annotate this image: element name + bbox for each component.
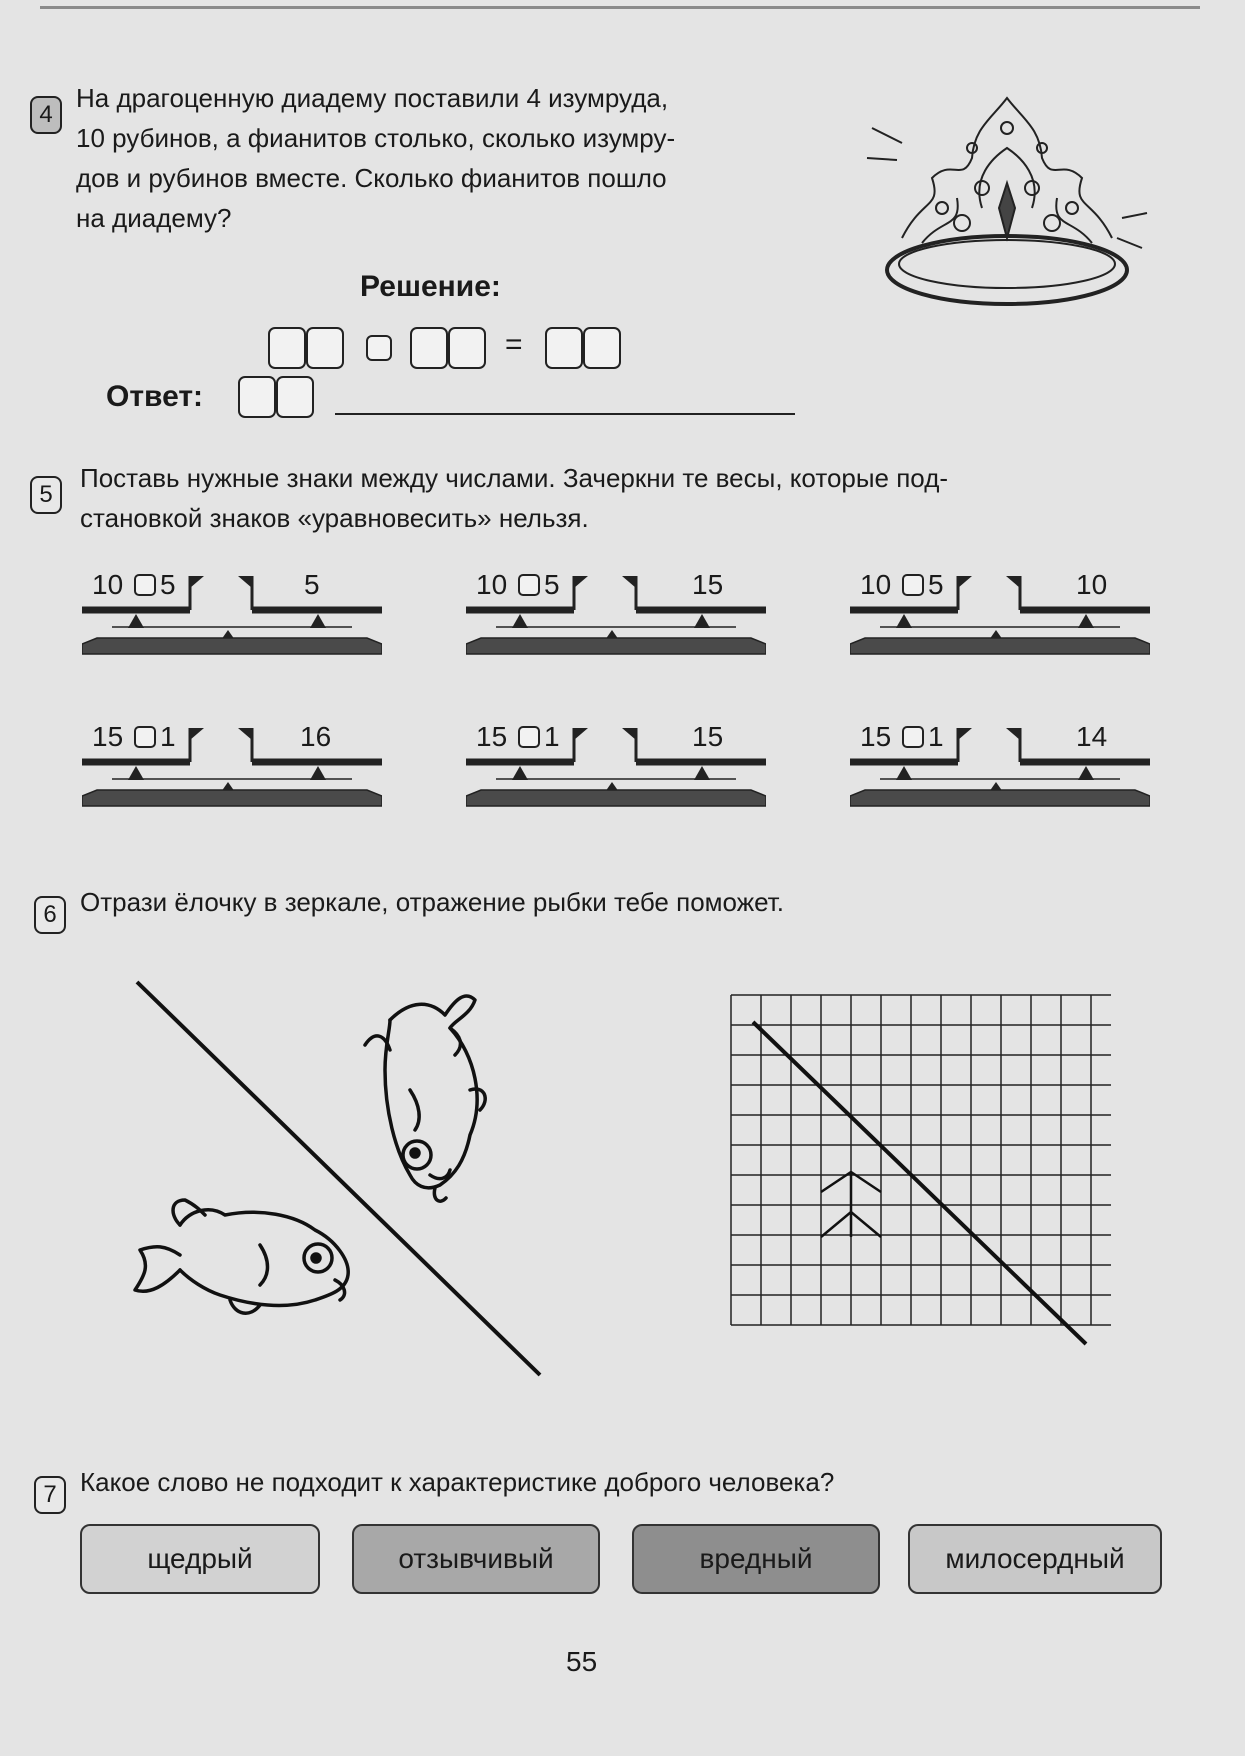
- scale-left-number-a: 15: [860, 721, 892, 752]
- balance-scale[interactable]: [82, 568, 382, 678]
- task-7-number: 7: [34, 1476, 66, 1514]
- balance-scale[interactable]: [850, 720, 1150, 830]
- task-7-text: Какое слово не подходит к характеристике доброго человека?: [80, 1467, 835, 1497]
- balance-scale[interactable]: [82, 720, 382, 830]
- digit-box[interactable]: [306, 327, 344, 369]
- balance-scale[interactable]: [850, 568, 1150, 678]
- sign-box[interactable]: [134, 574, 156, 596]
- scale-left-number-a: 15: [476, 721, 508, 752]
- top-edge-line: [40, 6, 1200, 9]
- sign-box[interactable]: [134, 726, 156, 748]
- task-5-text: [80, 458, 948, 538]
- solution-label: Решение:: [360, 270, 501, 303]
- task-6-text: Отрази ёлочку в зеркале, отражение рыбки тебе поможет.: [80, 887, 784, 917]
- scale-right-number: 5: [304, 569, 320, 600]
- fish-mirror-illustration: [110, 960, 570, 1390]
- scale-left-number-b: 1: [928, 721, 944, 752]
- task-6-number: 6: [34, 896, 66, 934]
- equals-sign: =: [505, 328, 523, 361]
- operation-box[interactable]: [366, 335, 392, 361]
- task-5-line-2: становкой знаков «уравновесить» нельзя.: [80, 503, 589, 533]
- diadem-illustration: [862, 88, 1152, 320]
- scale-left-number-b: 5: [544, 569, 560, 600]
- task-4-line-1: На драгоценную диадему поставили 4 изумруда,: [76, 83, 669, 113]
- scale-right-number: 10: [1076, 569, 1108, 600]
- scale-left-number-b: 5: [928, 569, 944, 600]
- word-option-generous[interactable]: щедрый: [80, 1524, 320, 1594]
- scale-right-number: 16: [300, 721, 332, 752]
- word-option-harmful[interactable]: вредный: [632, 1524, 880, 1594]
- task-4-line-2: 10 рубинов, а фианитов столько, сколько изумру-: [76, 123, 676, 153]
- scale-left-number-a: 15: [92, 721, 124, 752]
- scale-right-number: 14: [1076, 721, 1108, 752]
- word-option-responsive[interactable]: отзывчивый: [352, 1524, 600, 1594]
- task-4-line-4: на диадему?: [76, 203, 232, 233]
- balance-scale[interactable]: [466, 568, 766, 678]
- scale-left-number-b: 1: [544, 721, 560, 752]
- scale-right-number: 15: [692, 569, 724, 600]
- digit-box[interactable]: [410, 327, 448, 369]
- task-4-text: [76, 78, 675, 238]
- task-5-line-1: Поставь нужные знаки между числами. Зачеркни те весы, которые под-: [80, 463, 949, 493]
- answer-digit-box[interactable]: [238, 376, 276, 418]
- mirror-grid[interactable]: [728, 992, 1114, 1350]
- sign-box[interactable]: [518, 726, 540, 748]
- task-4-number: 4: [30, 96, 62, 134]
- digit-box[interactable]: [268, 327, 306, 369]
- answer-digit-box[interactable]: [276, 376, 314, 418]
- sign-box[interactable]: [902, 574, 924, 596]
- scale-right-number: 15: [692, 721, 724, 752]
- scale-left-number-a: 10: [476, 569, 508, 600]
- digit-box[interactable]: [545, 327, 583, 369]
- scale-left-number-a: 10: [860, 569, 892, 600]
- scale-left-number-b: 5: [160, 569, 176, 600]
- word-option-merciful[interactable]: милосердный: [908, 1524, 1162, 1594]
- digit-box[interactable]: [583, 327, 621, 369]
- digit-box[interactable]: [448, 327, 486, 369]
- balance-scale[interactable]: [466, 720, 766, 830]
- answer-line[interactable]: [335, 413, 795, 415]
- task-5-number: 5: [30, 476, 62, 514]
- sign-box[interactable]: [902, 726, 924, 748]
- page-number: 55: [566, 1646, 598, 1677]
- task-4-line-3: дов и рубинов вместе. Сколько фианитов пошло: [76, 163, 667, 193]
- answer-label: Ответ:: [106, 380, 204, 413]
- sign-box[interactable]: [518, 574, 540, 596]
- scale-left-number-b: 1: [160, 721, 176, 752]
- scale-left-number-a: 10: [92, 569, 124, 600]
